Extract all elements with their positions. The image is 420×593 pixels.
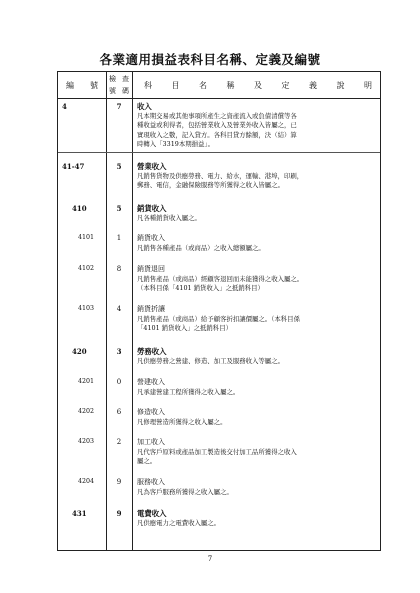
account-code: 41-47 xyxy=(62,162,85,171)
account-description xyxy=(137,305,377,334)
header-check-char: 碼 xyxy=(122,86,129,95)
account-code: 4203 xyxy=(78,438,95,445)
account-description xyxy=(137,204,377,223)
description-line: 凡本期交易或其他事項所產生之資產流入或負債清償等各 xyxy=(137,111,297,120)
description-line: （本科目係「4101 銷貨收入」之抵銷科目） xyxy=(137,284,264,292)
account-code: 4101 xyxy=(78,234,95,241)
header-code-char: 編 xyxy=(66,80,74,90)
account-description xyxy=(137,408,377,427)
account-description xyxy=(137,478,377,497)
account-name: 收入 xyxy=(137,102,152,111)
page-number: 7 xyxy=(207,555,213,563)
account-code: 4204 xyxy=(78,478,95,485)
header-desc-char: 說 xyxy=(336,80,345,90)
check-digit: 6 xyxy=(116,408,122,416)
description-line: 屬之。 xyxy=(137,457,157,465)
description-line: 凡為客戶服務所獲得之收入屬之。 xyxy=(137,487,233,496)
check-digit: 9 xyxy=(116,478,122,486)
description-line: 郵務、電信，金融保險服務等所獲得之收入皆屬之。 xyxy=(137,181,284,189)
description-line: 凡銷售產品（或商品）經顧客退回而未能獲得之收入屬之。 xyxy=(137,274,304,283)
column-divider xyxy=(132,72,133,550)
account-name: 銷貨折讓 xyxy=(137,305,165,313)
header-desc-char: 及 xyxy=(254,80,262,90)
description-line: 實現收入之數，記入貸方。各科目貸方餘額，決（結）算 xyxy=(137,130,297,139)
header-desc-char: 明 xyxy=(364,80,372,90)
header-desc-char: 稱 xyxy=(226,80,235,90)
account-code: 4103 xyxy=(78,305,95,312)
check-digit: 2 xyxy=(116,438,122,446)
header-check-char: 檢 xyxy=(109,74,116,83)
check-digit: 1 xyxy=(116,234,122,242)
check-digit: 5 xyxy=(116,204,122,213)
description-line: 凡銷售產品（或商品）給予顧客折扣讓價屬之。（本科目係 xyxy=(137,314,300,323)
account-name: 勞務收入 xyxy=(137,347,167,356)
check-digit: 3 xyxy=(116,347,122,356)
check-digit: 9 xyxy=(116,509,122,518)
account-code: 420 xyxy=(72,347,87,356)
account-name: 銷貨收入 xyxy=(137,204,167,213)
account-name: 電費收入 xyxy=(137,509,167,518)
account-description xyxy=(137,162,377,191)
header-check-char: 號 xyxy=(109,86,116,95)
account-name: 加工收入 xyxy=(137,438,165,446)
account-description xyxy=(137,265,377,294)
description-line: 凡銷售貨物及供應勞務、電力、給水，運輸、港埠，印刷， xyxy=(137,171,304,180)
account-description xyxy=(137,509,377,528)
account-code: 4 xyxy=(62,102,67,111)
header-code-char: 號 xyxy=(90,80,98,90)
check-digit: 5 xyxy=(116,162,122,171)
account-code: 4201 xyxy=(78,378,95,385)
account-description xyxy=(137,438,377,467)
description-line: 凡供應勞務之營建、修造、加工及服務收入等屬之。 xyxy=(137,356,284,365)
account-code: 4202 xyxy=(78,408,95,415)
account-name: 服務收入 xyxy=(137,478,165,486)
check-digit: 4 xyxy=(116,305,122,313)
description-line: 種收益或利得者，包括營業收入及營業外收入皆屬之，已 xyxy=(137,121,297,129)
description-line: 時轉入「3319本期損益」。 xyxy=(137,140,214,148)
description-line: 凡供應電力之電費收入屬之。 xyxy=(137,518,221,527)
header-desc-char: 名 xyxy=(199,80,207,90)
description-line: 「4101 銷貨收入」之抵銷科目） xyxy=(137,324,232,332)
header-desc-char: 目 xyxy=(171,80,180,90)
account-description xyxy=(137,102,377,150)
header-code xyxy=(58,72,106,98)
page-title: 各業適用損益表科目名稱、定義及編號 xyxy=(99,52,321,67)
description-line: 凡代客戶原料或產品加工製造後交付加工品所獲得之收入 xyxy=(137,447,297,456)
header-desc-char: 定 xyxy=(281,80,290,90)
row-separator xyxy=(58,152,380,153)
check-digit: 7 xyxy=(116,102,122,111)
header-desc-char: 義 xyxy=(309,80,317,90)
account-code: 431 xyxy=(72,509,87,518)
account-name: 營建收入 xyxy=(137,378,165,386)
description-line: 凡銷售各種產品（或商品）之收入總額屬之。 xyxy=(137,243,265,252)
check-digit: 8 xyxy=(116,265,122,273)
account-description xyxy=(137,347,377,366)
description-line: 凡承建營建工程所獲得之收入屬之。 xyxy=(137,387,240,396)
account-name: 銷貨收入 xyxy=(137,234,165,242)
account-description xyxy=(137,378,377,397)
account-name: 修造收入 xyxy=(137,408,165,416)
account-name: 銷貨退回 xyxy=(137,265,165,273)
account-description xyxy=(137,234,377,253)
header-check-char: 查 xyxy=(122,74,129,83)
description-line: 凡各種銷貨收入屬之。 xyxy=(137,213,201,222)
header-desc-char: 科 xyxy=(144,80,152,90)
header-description xyxy=(132,72,380,98)
account-code: 4102 xyxy=(78,265,95,272)
check-digit: 0 xyxy=(116,378,122,386)
header-check-code xyxy=(106,73,132,97)
account-name: 營業收入 xyxy=(137,162,167,171)
accounts-table xyxy=(57,71,381,551)
description-line: 凡修理營造所獲得之收入屬之。 xyxy=(137,417,227,426)
account-code: 410 xyxy=(72,204,87,213)
